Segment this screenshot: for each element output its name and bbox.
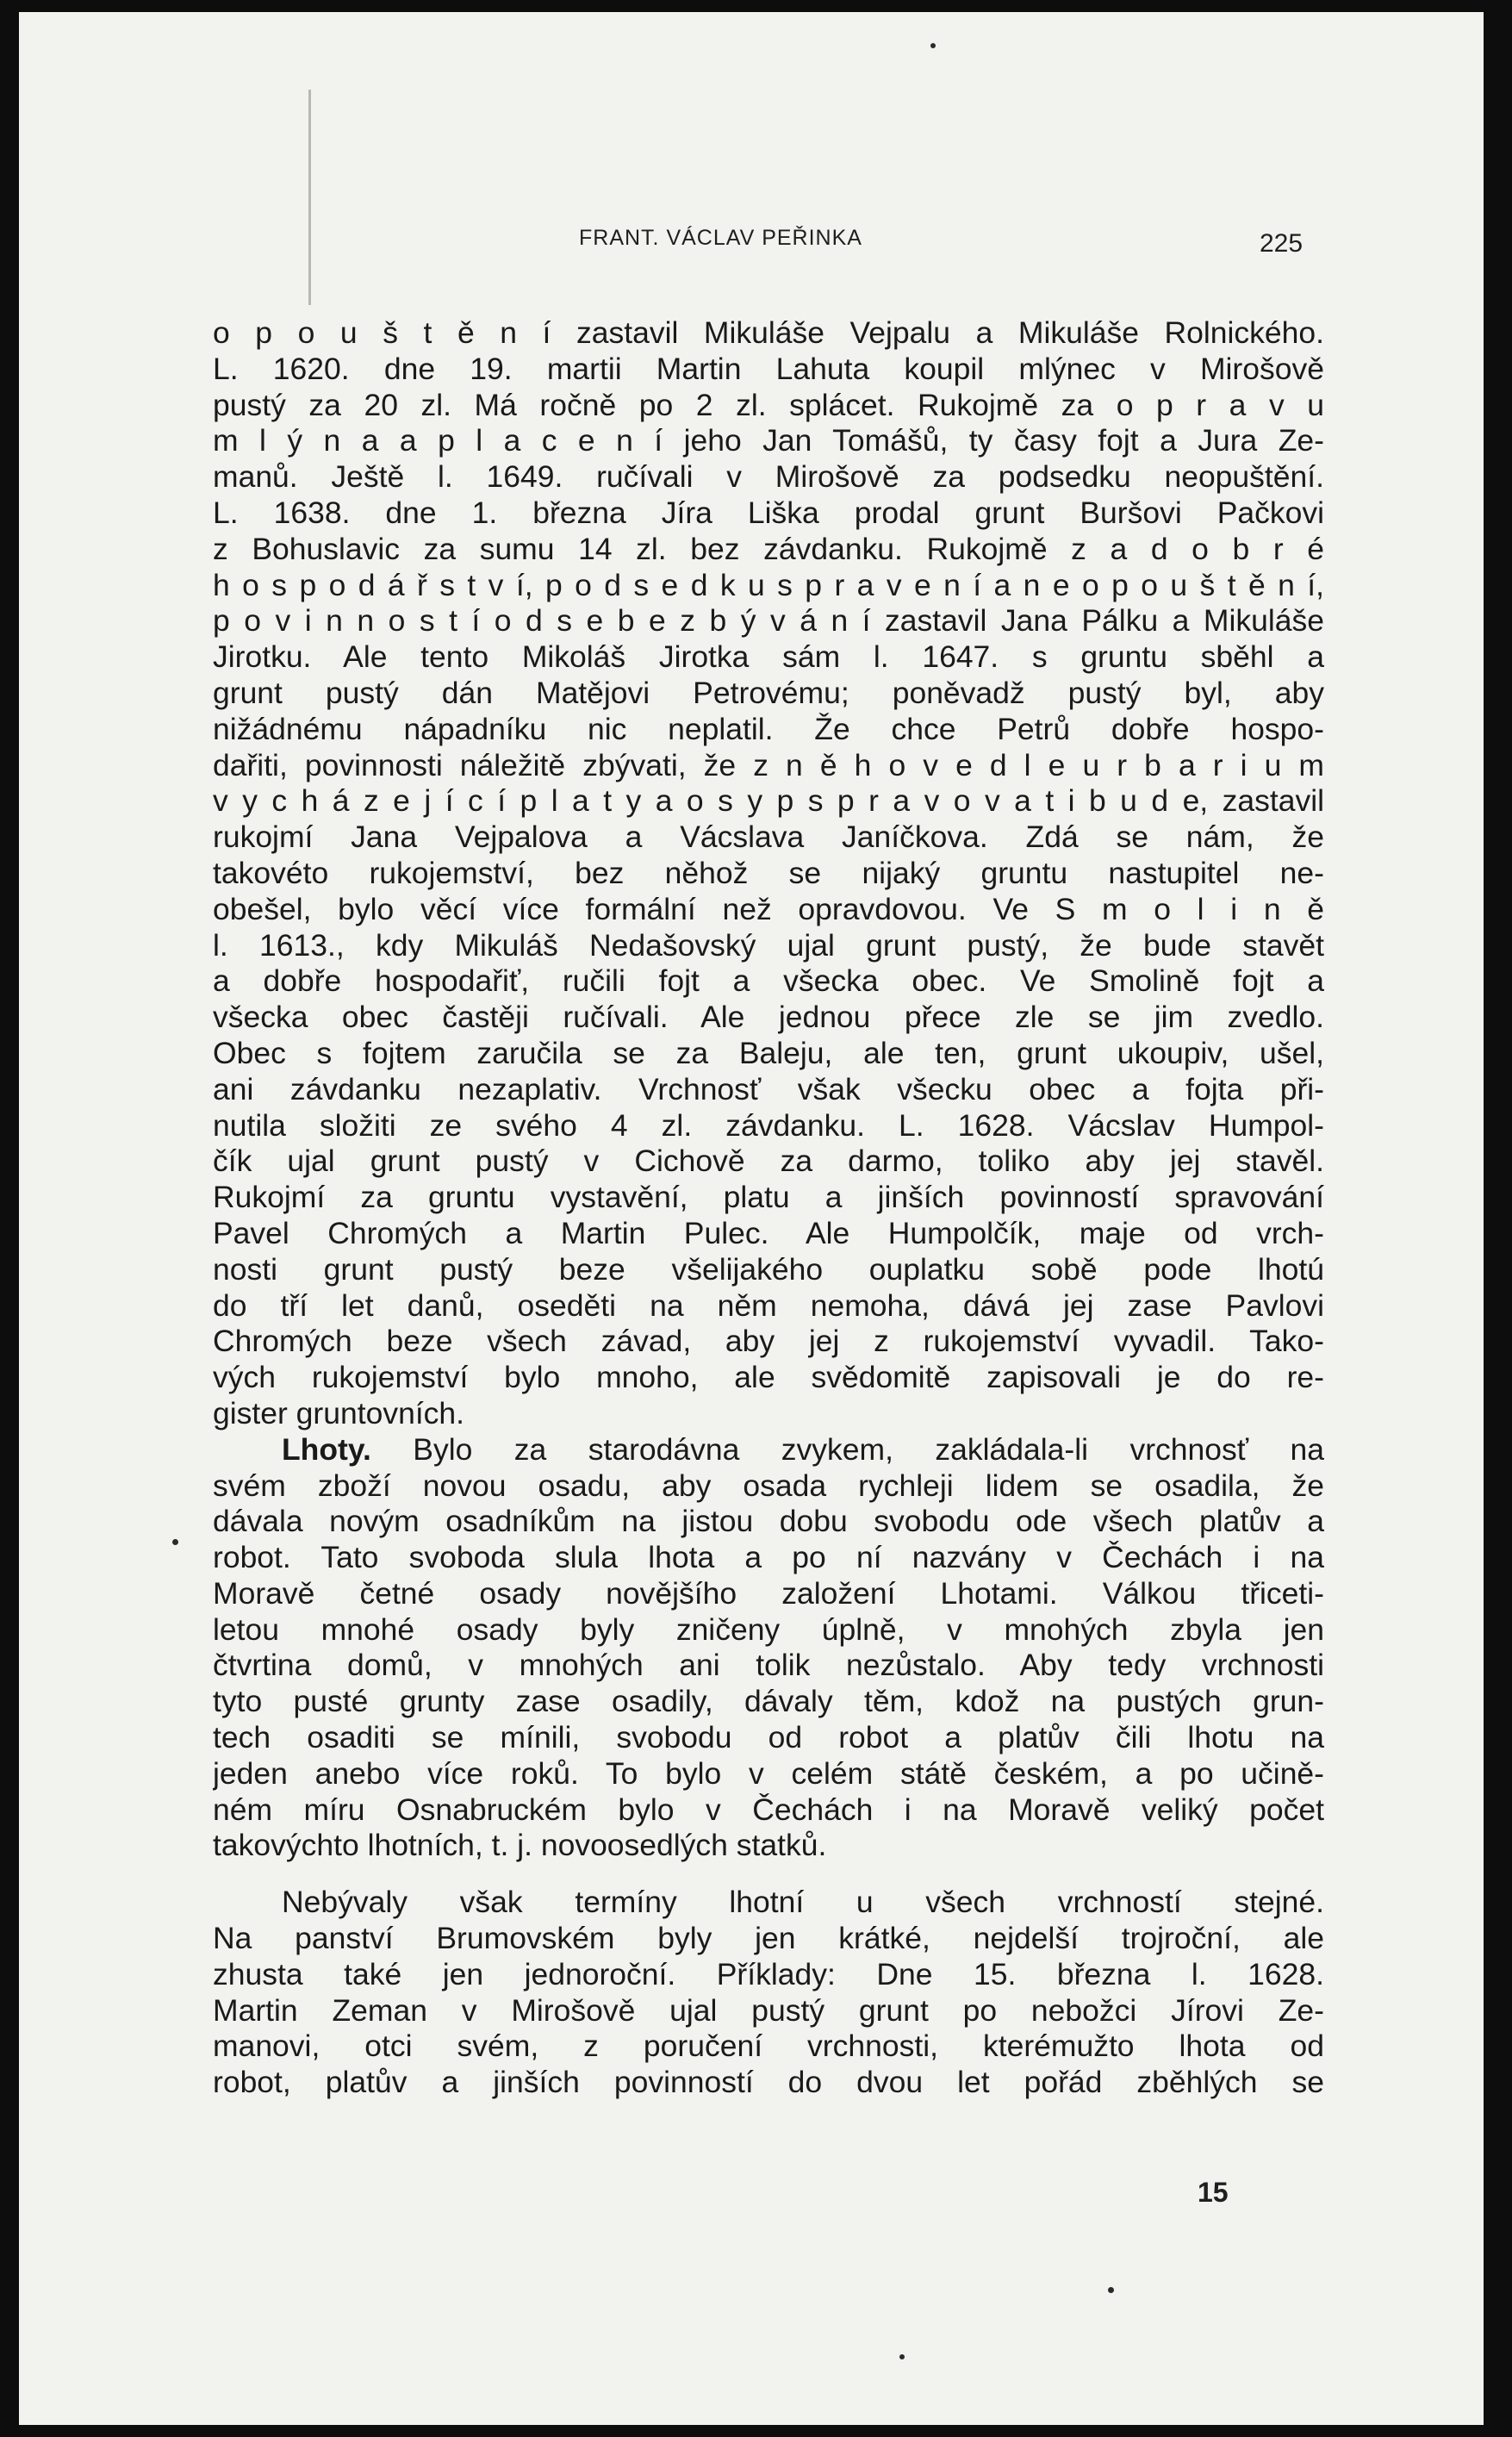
binding-shadow-line [308,90,311,305]
text-line: Rukojmí za gruntu vystavění, platu a jinších povinností spravování [213,1180,1324,1215]
text-line: manovi, otci svém, z poručení vrchnosti, kterémužto lhota od [213,2029,1324,2064]
text-line: obešel, bylo věcí více formální než opravdovou. Ve S m o l i n ě [213,891,1324,926]
text-line: grunt pustý dán Matějovi Petrovému; poněvadž pustý byl, aby [213,675,1324,710]
text-line: Pavel Chromých a Martin Pulec. Ale Humpolčík, maje od vrch- [213,1215,1324,1250]
text-line: o p o u š t ě n í zastavil Mikuláše Vejpalu a Mikuláše Rolnického. [213,315,1324,350]
paragraph [213,1885,1324,2101]
text-line: Obec s fojtem zaručila se za Baleju, ale ten, grunt ukoupiv, ušel, [213,1035,1324,1070]
paragraph [213,1432,1324,1865]
text-line: a dobře hospodařiť, ručili fojt a všecka obec. Ve Smolině fojt a [213,963,1324,999]
text-line: jeden anebo více roků. To bylo v celém státě českém, a po učině- [213,1755,1324,1791]
paper-speck [172,1539,178,1545]
text-line: robot, platův a jinších povinností do dvou let pořád zběhlých se [213,2065,1324,2100]
text-line: dávala novým osadníkům na jistou dobu svobodu ode všech platův a [213,1504,1324,1539]
text-line: v y c h á z e j í c í p l a t y a o s y p s p r a v o v a t i b u d e, zastavil [213,783,1324,819]
text-line: l. 1613., kdy Mikuláš Nedašovský ujal grunt pustý, že bude stavět [213,927,1324,963]
text-line: Na panství Brumovském byly jen krátké, nejdelší trojroční, ale [213,1921,1324,1956]
text-line: p o v i n n o s t í o d s e b e z b ý v á n í zastavil Jana Pálku a Mikuláše [213,603,1324,639]
text-line: h o s p o d á ř s t v í, p o d s e d k u s p r a v e n í a n e o p o u š t ě n í, [213,567,1324,602]
text-line: vých rukojemství bylo mnoho, ale svědomitě zapisovali je do re- [213,1360,1324,1395]
text-line: gister gruntovních. [213,1395,465,1430]
text-line: tyto pusté grunty zase osadily, dávaly těm, kdož na pustých grun- [213,1684,1324,1719]
paragraph [213,315,1324,1432]
paragraph-gap [213,1864,1324,1885]
text-line: tech osaditi se mínili, svobodu od robot a platův čili lhotu na [213,1720,1324,1755]
text-line-content: Bylo za starodávna zvykem, zakládala-li vrchnosť na [413,1431,1324,1467]
text-line: Chromých beze všech závad, aby jej z rukojemství vyvadil. Tako- [213,1324,1324,1359]
text-line: L. 1620. dne 19. martii Martin Lahuta koupil mlýnec v Mirošově [213,351,1324,386]
text-line: Martin Zeman v Mirošově ujal pustý grunt po nebožci Jírovi Ze- [213,1992,1324,2028]
page-header [19,226,1484,260]
text-line [213,1432,1324,1468]
text-line: čík ujal grunt pustý v Cichově za darmo, toliko aby jej stavěl. [213,1144,1324,1179]
text-line: L. 1638. dne 1. března Jíra Liška prodal grunt Buršovi Pačkovi [213,495,1324,530]
text-line: do tří let danů, oseděti na něm nemoha, dává jej zase Pavlovi [213,1287,1324,1323]
text-line: Jirotku. Ale tento Mikoláš Jirotka sám l. 1647. s gruntu sběhl a [213,639,1324,675]
text-line: dařiti, povinnosti náležitě zbývati, že z n ě h o v e d l e u r b a r i u m [213,747,1324,782]
text-line: čtvrtina domů, v mnohých ani tolik nezůstalo. Aby tedy vrchnosti [213,1648,1324,1683]
text-line: z Bohuslavic za sumu 14 zl. bez závdanku. Rukojmě z a d o b r é [213,531,1324,566]
section-lead-word: Lhoty. [282,1431,371,1467]
text-line: manů. Ještě l. 1649. ručívali v Mirošově za podsedku neopuštění. [213,459,1324,495]
text-line: robot. Tato svoboda slula lhota a po ní nazvány v Čechách i na [213,1540,1324,1575]
text-line: svém zboží novou osadu, aby osada rychleji lidem se osadila, že [213,1468,1324,1503]
page-number: 225 [1260,229,1304,258]
text-line: ném míru Osnabruckém bylo v Čechách i na Moravě veliký počet [213,1792,1324,1827]
text-line: takovýchto lhotních, t. j. novoosedlých statků. [213,1828,827,1863]
text-line: m l ý n a a p l a c e n í jeho Jan Tomášů, ty časy fojt a Jura Ze- [213,423,1324,458]
paper-speck [930,43,936,48]
text-line: nutila složiti ze svého 4 zl. závdanku. L. 1628. Vácslav Humpol- [213,1107,1324,1143]
text-line: Nebývaly však termíny lhotní u všech vrchností stejné. [282,1885,1324,1920]
paper-speck [899,2354,905,2359]
book-page [19,12,1484,2425]
running-head: FRANT. VÁCLAV PEŘINKA [579,226,862,250]
paper-speck [1108,2287,1114,2293]
text-line: nižádnému nápadníku nic neplatil. Že chce Petrů dobře hospo- [213,711,1324,746]
text-line: všecka obec častěji ručívali. Ale jednou přece zle se jim zvedlo. [213,1000,1324,1035]
text-line: Moravě četné osady novějšího založení Lhotami. Válkou třiceti- [213,1575,1324,1611]
text-line: ani závdanku nezaplativ. Vrchnosť však všecku obec a fojta při- [213,1071,1324,1106]
text-line: nosti grunt pustý beze všelijakého ouplatku sobě pode lhotú [213,1251,1324,1287]
text-line: zhusta také jen jednoroční. Příklady: Dne 15. března l. 1628. [213,1956,1324,1991]
text-line: rukojmí Jana Vejpalova a Vácslava Janíčkova. Zdá se nám, že [213,820,1324,855]
body-text [213,315,1324,2101]
text-line: takovéto rukojemství, bez něhož se nijaký gruntu nastupitel ne- [213,855,1324,890]
text-line: pustý za 20 zl. Má ročně po 2 zl. splácet. Rukojmě za o p r a v u [213,387,1324,422]
text-line: letou mnohé osady byly zničeny úplně, v mnohých zbyla jen [213,1611,1324,1647]
signature-mark: 15 [1198,2177,1229,2208]
